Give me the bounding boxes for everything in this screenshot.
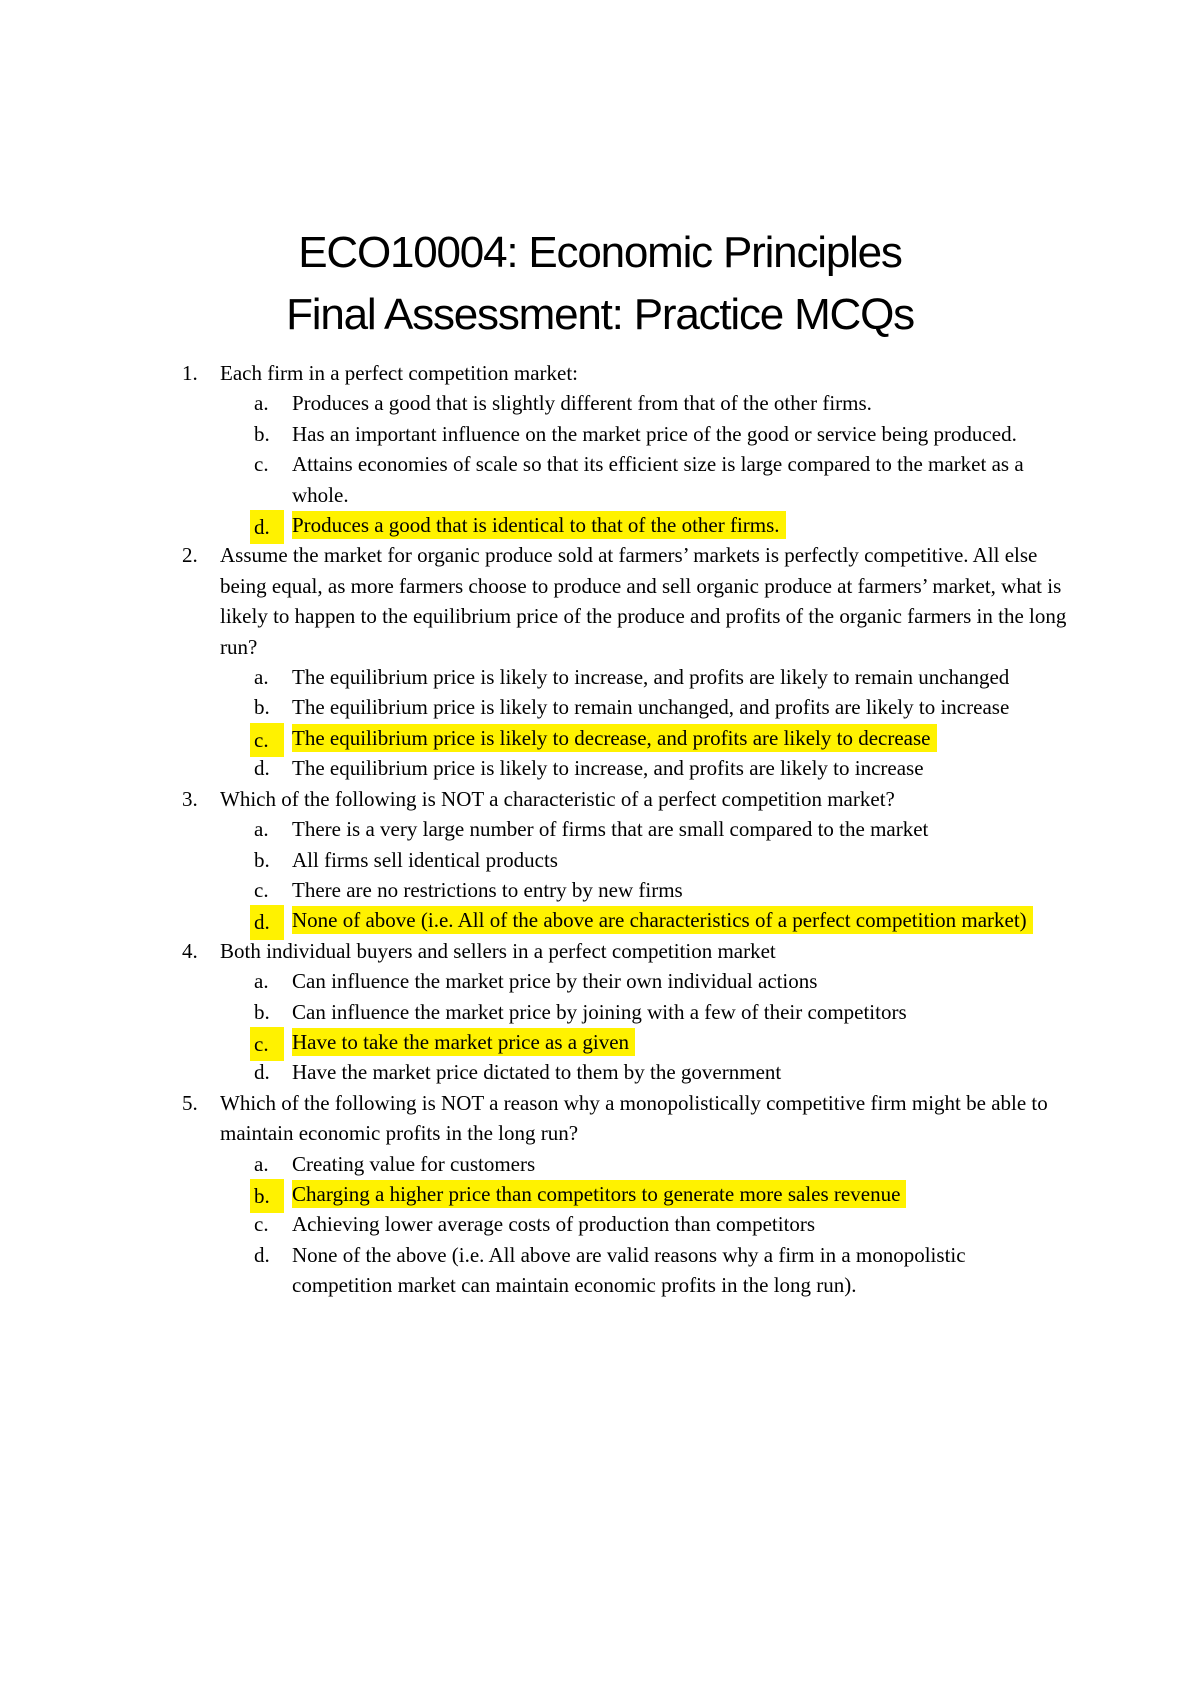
question-item — [0, 936, 1200, 1088]
option-text: The equilibrium price is likely to increase, and profits are likely to remain unchanged — [292, 665, 1010, 690]
question-number: 4. — [182, 938, 198, 963]
option-letter: a. — [254, 391, 269, 416]
option-text: None of the above (i.e. All above are valid reasons why a firm in a monopolistic competition market can maintain economic profits in the long run). — [292, 1242, 966, 1298]
option-text: Achieving lower average costs of production than competitors — [292, 1212, 816, 1237]
option-text: Have the market price dictated to them by the government — [292, 1060, 782, 1085]
option-list — [0, 966, 1200, 1088]
option-text: The equilibrium price is likely to remain unchanged, and profits are likely to increase — [292, 695, 1010, 720]
option-text: There are no restrictions to entry by new firms — [292, 877, 683, 902]
option-item-highlighted-answer — [0, 1027, 1200, 1057]
option-letter: c. — [254, 452, 269, 477]
option-letter: c. — [250, 1027, 284, 1061]
highlighted-answer-text: None of above (i.e. All of the above are characteristics of a perfect competition market) — [292, 906, 1033, 934]
option-text: All firms sell identical products — [292, 847, 558, 872]
option-item-highlighted-answer — [0, 905, 1200, 935]
option-text: Has an important influence on the market price of the good or service being produced. — [292, 421, 1017, 446]
highlighted-answer-text: The equilibrium price is likely to decrease, and profits are likely to decrease — [292, 724, 937, 752]
option-text — [292, 1027, 1052, 1057]
option-letter: a. — [254, 665, 269, 690]
option-item — [0, 449, 1200, 510]
option-text: Creating value for customers — [292, 1151, 536, 1176]
document-title — [0, 222, 1200, 346]
option-text — [292, 723, 1052, 753]
option-item — [0, 753, 1200, 783]
question-number: 1. — [182, 361, 198, 385]
option-letter: a. — [254, 969, 269, 994]
option-item — [0, 1149, 1200, 1179]
option-list — [0, 1149, 1200, 1301]
option-item — [0, 419, 1200, 449]
option-item — [0, 966, 1200, 996]
question-text: Both individual buyers and sellers in a perfect competition market — [220, 938, 776, 963]
option-letter: b. — [250, 1179, 284, 1213]
option-letter: b. — [254, 695, 270, 720]
option-text: Can influence the market price by their own individual actions — [292, 969, 818, 994]
question-text: Each firm in a perfect competition market: — [220, 361, 579, 385]
option-item — [0, 875, 1200, 905]
option-item-highlighted-answer — [0, 723, 1200, 753]
option-list — [0, 662, 1200, 784]
option-letter: b. — [254, 421, 270, 446]
question-item — [0, 540, 1200, 783]
title-line-assessment: Final Assessment: Practice MCQs — [286, 290, 914, 339]
option-letter: d. — [254, 756, 270, 781]
option-letter: b. — [254, 999, 270, 1024]
highlighted-answer-text: Charging a higher price than competitors to generate more sales revenue — [292, 1180, 906, 1208]
option-text: There is a very large number of firms that are small compared to the market — [292, 817, 929, 842]
question-number: 5. — [182, 1090, 198, 1115]
question-item — [0, 358, 1200, 540]
question-text: Assume the market for organic produce sold at farmers’ markets is perfectly competitive. All else being equal, as more farmers choose to produce and sell organic produce at farmers’ market, what is likely to happen to the equilibrium price of the produce and profits of the organic farmers in the long run? — [220, 543, 1067, 659]
highlighted-answer-text: Have to take the market price as a given — [292, 1028, 635, 1056]
option-letter: b. — [254, 847, 270, 872]
option-item — [0, 1240, 1200, 1301]
option-letter: c. — [254, 877, 269, 902]
option-text — [292, 510, 1052, 540]
question-number: 3. — [182, 786, 198, 811]
question-text: Which of the following is NOT a reason why a monopolistically competitive firm might be able to maintain economic profits in the long run? — [220, 1090, 1048, 1146]
question-text: Which of the following is NOT a characteristic of a perfect competition market? — [220, 786, 895, 811]
option-list — [0, 388, 1200, 540]
option-item-highlighted-answer — [0, 1179, 1200, 1209]
option-letter: a. — [254, 817, 269, 842]
option-letter: d. — [250, 510, 284, 544]
option-text — [292, 905, 1052, 935]
option-item — [0, 814, 1200, 844]
option-item-highlighted-answer — [0, 510, 1200, 540]
question-list — [0, 358, 1200, 1301]
option-item — [0, 845, 1200, 875]
option-item — [0, 692, 1200, 722]
option-letter: c. — [250, 723, 284, 757]
option-letter: c. — [254, 1212, 269, 1237]
option-letter: d. — [254, 1242, 270, 1267]
option-item — [0, 388, 1200, 418]
option-letter: d. — [254, 1060, 270, 1085]
question-item — [0, 1088, 1200, 1301]
option-item — [0, 662, 1200, 692]
question-number: 2. — [182, 543, 198, 568]
option-item — [0, 1209, 1200, 1239]
option-letter: d. — [250, 905, 284, 939]
option-letter: a. — [254, 1151, 269, 1176]
option-item — [0, 1057, 1200, 1087]
option-text: Can influence the market price by joining with a few of their competitors — [292, 999, 907, 1024]
title-line-course: ECO10004: Economic Principles — [298, 228, 902, 277]
highlighted-answer-text: Produces a good that is identical to that of the other firms. — [292, 511, 786, 539]
question-item — [0, 784, 1200, 936]
option-item — [0, 997, 1200, 1027]
option-list — [0, 814, 1200, 936]
option-text — [292, 1179, 1052, 1209]
option-text: Produces a good that is slightly different from that of the other firms. — [292, 391, 872, 416]
option-text: Attains economies of scale so that its efficient size is large compared to the market as a whole. — [292, 452, 1024, 507]
option-text: The equilibrium price is likely to increase, and profits are likely to increase — [292, 756, 924, 781]
